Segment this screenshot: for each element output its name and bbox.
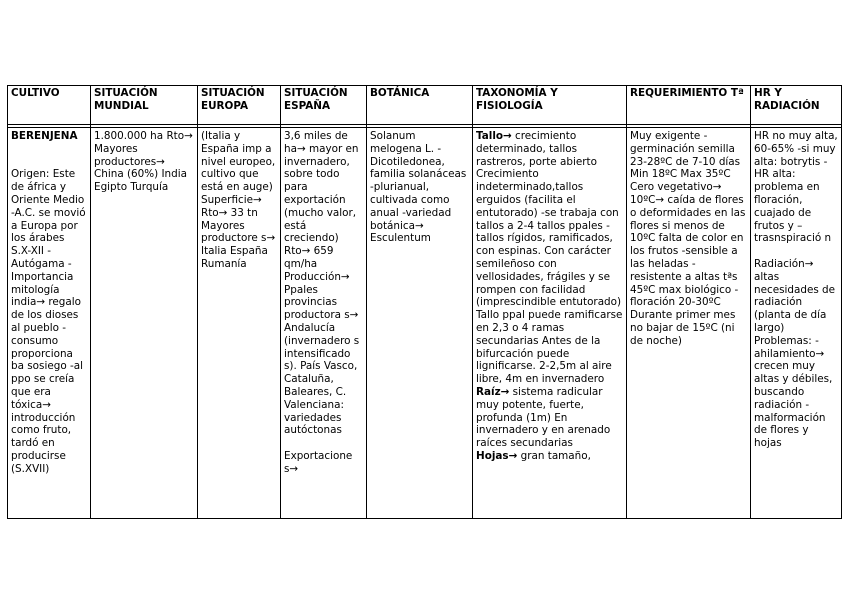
hr-text-1: HR no muy alta, 60-65% -si muy alta: botrytis -HR alta: problema en floración, cuajado de frutos y – trasnspiració n [754,130,838,245]
espana-export: Exportacione s→ [284,449,353,475]
cell-espana [281,128,367,519]
header-requerimiento: REQUERIMIENTO Tª [627,86,751,125]
cell-mundial [91,128,198,519]
cell-cultivo [8,128,91,519]
header-cultivo: CULTIVO [8,86,91,125]
taxonomia-tallo [476,130,623,386]
raiz-label: Raíz→ [476,385,510,398]
tallo-label: Tallo→ [476,130,512,142]
botanica-text: Solanum melogena L. -Dicotiledonea, familia solanáceas -plurianual, cultivada como anual -variedad botánica→ Esculentum [370,130,467,245]
taxonomia-raiz [476,386,623,450]
cell-taxonomia [473,128,627,519]
crop-table [7,85,842,519]
crop-name: BERENJENA [11,130,78,142]
taxonomia-hojas [476,450,623,463]
header-row [8,86,842,125]
hojas-label: Hojas→ [476,449,518,462]
europa-text: (Italia y España imp a nivel europeo, cultivo que está en auge) Superficie→ Rto→ 33 tn Mayores productore s→ Italia España Rumanía [201,130,276,270]
header-europa: SITUACIÓN EUROPA [198,86,281,125]
espana-text: 3,6 miles de ha→ mayor en invernadero, sobre todo para exportación (mucho valor, está creciendo) Rto→ 659 qm/ha Producción→ Ppales provincias productora s→ Andalucía (invernadero s intensificado s). País Vasco, Cataluña, Baleares, C. Valenciana: variedades autóctonas [284,130,360,437]
header-espana: SITUACIÓN ESPAÑA [281,86,367,125]
header-taxonomia: TAXONOMÍA Y FISIOLOGÍA [473,86,627,125]
requerimiento-text: Muy exigente -germinación semilla 23-28ºC de 7-10 días Min 18ºC Max 35ºC Cero vegetativo→ 10ºC→ caída de flores o deformidades en las flores si menos de 10ºC falta de color en los frutos -sensible a las heladas -resistente a altas tªs 45ºC max biológico -floración 20-30ºC Durante primer mes no bajar de 15ºC (ni de noche) [630,130,746,347]
crop-row [8,128,842,519]
header-hr: HR Y RADIACIÓN [751,86,842,125]
tallo-text: crecimiento determinado, tallos rastreros, porte abierto Crecimiento indeterminado,tallos erguidos (facilita el entutorado) -se trabaja con tallos a 2-4 tallos ppales -tallos rígidos, ramificados, con espinas. Con carácter semileñoso con vellosidades, frágiles y se rompen con facilidad (imprescindible entutorado) Tallo ppal puede ramificarse en 2,3 o 4 ramas secundarias Antes de la bifurcación puede lignificarse. 2-2,5m al aire libre, 4m en invernadero [476,130,623,386]
hr-text-2: Radiación→ altas necesidades de radiación (planta de día largo) Problemas: - ahilamiento→ crecen muy altas y débiles, buscando radiación - malformación de flores y hojas [754,257,836,450]
cultivo-text: Origen: Este de áfrica y Oriente Medio -A.C. se movió a Europa por los árabes S.X-XII -Autógama -Importancia mitología india→ regalo de los dioses al pueblo -consumo proporciona ba sosiego -al ppo se creía que era tóxica→ introducción como fruto, tardó en producirse (S.XVII) [11,168,86,475]
mundial-text: 1.800.000 ha Rto→ Mayores productores→ China (60%) India Egipto Turquía [94,130,193,194]
cell-europa [198,128,281,519]
hojas-text: gran tamaño, [517,449,591,462]
header-botanica: BOTÁNICA [367,86,473,125]
cell-hr [751,128,842,519]
cell-requerimiento [627,128,751,519]
cell-botanica [367,128,473,519]
raiz-text: sistema radicular muy potente, fuerte, profunda (1m) En invernadero y en arenado raíces secundarias [476,385,611,450]
header-mundial: SITUACIÓN MUNDIAL [91,86,198,125]
